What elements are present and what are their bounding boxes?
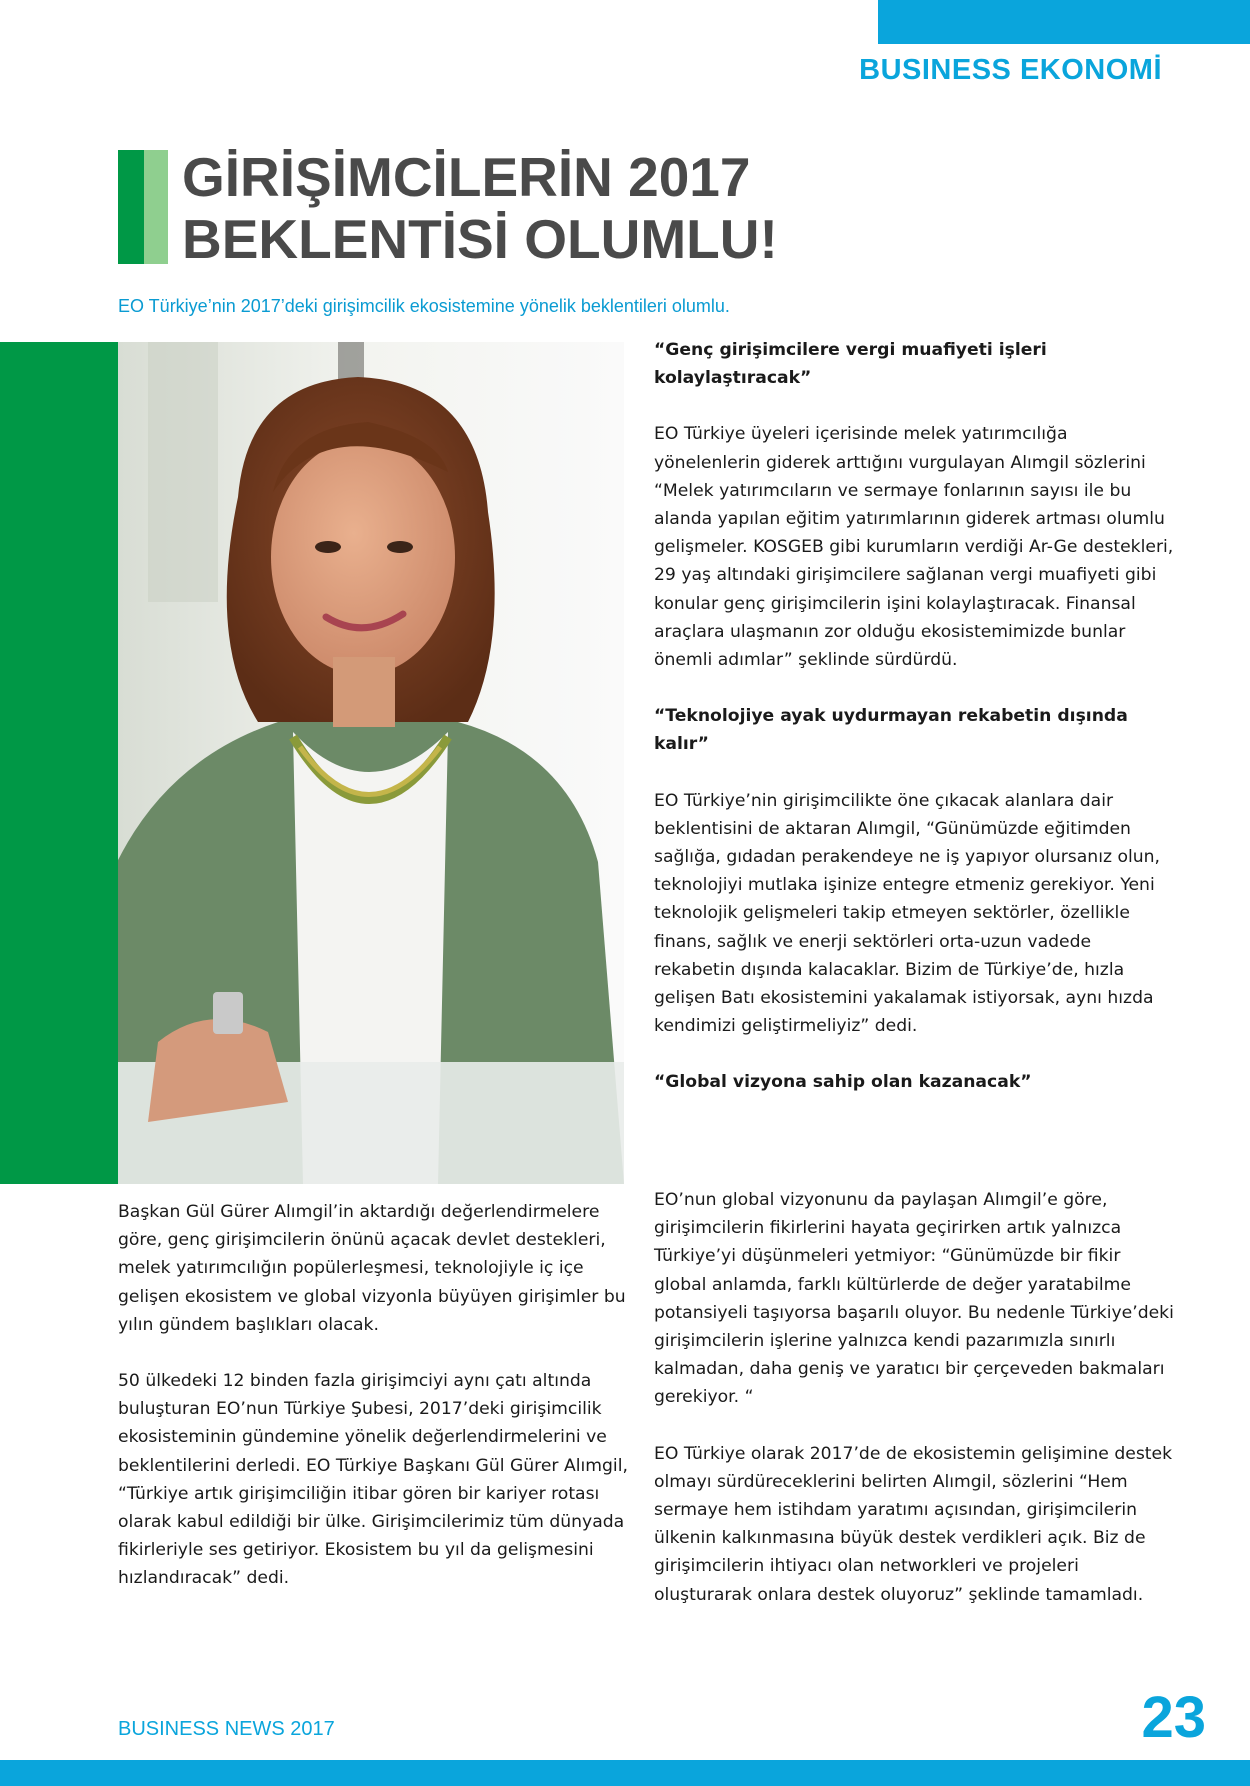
right-column-bottom (654, 1186, 1174, 1609)
section-label: BUSINESS EKONOMİ (859, 54, 1162, 86)
title-accent-bar-dark (118, 150, 144, 264)
paragraph-right-2: EO Türkiye’nin girişimcilikte öne çıkacak alanlara dair beklentisini de aktaran Alımgil, “Günümüzde eğitimden sağlığa, gıdadan perakendeye ne iş yapıyor olursanız olun, teknolojiyi mutlaka işinize entegre etmeniz gerekiyor. Yeni teknolojik gelişmeleri takip etmeyen sektörler, özellikle finans, sağlık ve enerji sektörleri orta-uzun vadede rekabetin dışında kalacaklar. Bizim de Türkiye’de, hızla gelişen Batı ekosistemini yakalamak istiyorsak, aynı hızda kendimizi geliştirmeliyiz” dedi. (654, 790, 1160, 1037)
article-title (182, 146, 778, 270)
bottom-color-band (0, 1760, 1250, 1786)
subheading-2: “Teknolojiye ayak uydurmayan rekabetin dışında kalır” (654, 706, 1128, 755)
title-line-1: GİRİŞİMCİLERİN 2017 (182, 146, 751, 208)
paragraph-right-4: EO Türkiye olarak 2017’de de ekosistemin gelişimine destek olmayı sürdüreceklerini belirten Alımgil, sözlerini “Hem sermaye hem istihdam yaratımı açısından, girişimcilerin ülkenin kalkınmasına büyük destek verdikleri açık. Biz de girişimcilerin ihtiyacı olan networkleri ve projeleri oluşturarak onlara destek oluyoruz” şeklinde tamamladı. (654, 1443, 1173, 1605)
subheading-1: “Genç girişimcilere vergi muafiyeti işleri kolaylaştıracak” (654, 340, 1047, 389)
paragraph-right-3: EO’nun global vizyonunu da paylaşan Alımgil’e göre, girişimcilerin fikirlerini hayata geçirirken artık yalnızca Türkiye’yi düşünmeleri yetmiyor: “Günümüzde bir fikir global anlamda, farklı kültürlerde de değer yaratabilme potansiyeli taşıyorsa başarılı oluyor. Bu nedenle Türkiye’deki girişimcilerin işlerine yalnızca kendi pazarımızla sınırlı kalmadan, daha geniş ve yaratıcı bir çerçeveden bakmaları gerekiyor. “ (654, 1190, 1174, 1408)
article-subtitle: EO Türkiye’nin 2017’deki girişimcilik ekosistemine yönelik beklentileri olumlu. (118, 296, 730, 316)
paragraph-right-1: EO Türkiye üyeleri içerisinde melek yatırımcılığa yönelenlerin giderek arttığını vurgulayan Alımgil sözlerini “Melek yatırımcıların ve sermaye fonlarının sayısı ile bu alanda yapılan eğitim yatırımlarının giderek artması olumlu gelişmeler. KOSGEB gibi kurumların verdiği Ar-Ge destekleri, 29 yaş altındaki girişimcilere sağlanan vergi muafiyeti gibi konular genç girişimcilerin işini kolaylaştıracak. Finansal araçlara ulaşmanın zor olduğu ekosistemimizde bunlar önemli adımlar” şeklinde sürdürdü. (654, 424, 1174, 671)
paragraph-left-1: Başkan Gül Gürer Alımgil’in aktardığı değerlendirmelere göre, genç girişimcilerin önünü açacak devlet destekleri, melek yatırımcılığın popülerleşmesi, teknolojiyle iç içe gelişen ekosistem ve global vizyonla büyüyen girişimler bu yılın gündem başlıkları olacak. (118, 1202, 626, 1335)
portrait-photo (118, 342, 624, 1184)
right-column-top (654, 336, 1174, 1097)
title-line-2: BEKLENTİSİ OLUMLU! (182, 208, 778, 270)
top-color-band (878, 0, 1250, 44)
left-green-band (0, 342, 118, 1184)
footer-publication: BUSINESS NEWS 2017 (118, 1718, 335, 1740)
title-accent-bar-light (144, 150, 168, 264)
subheading-3: “Global vizyona sahip olan kazanacak” (654, 1072, 1032, 1093)
paragraph-left-2: 50 ülkedeki 12 binden fazla girişimciyi aynı çatı altında buluşturan EO’nun Türkiye Şubesi, 2017’deki girişimcilik ekosisteminin gündemine yönelik değerlendirmelerini ve beklentilerini derledi. EO Türkiye Başkanı Gül Gürer Alımgil, “Türkiye artık girişimciliğin itibar gören bir kariyer rotası olarak kabul edildiği bir ülke. Girişimcilerimiz tüm dünyada fikirleriyle ses getiriyor. Ekosistem bu yıl da gelişmesini hızlandıracak” dedi. (118, 1371, 628, 1589)
left-column (118, 1198, 638, 1593)
page-number: 23 (1141, 1685, 1206, 1750)
